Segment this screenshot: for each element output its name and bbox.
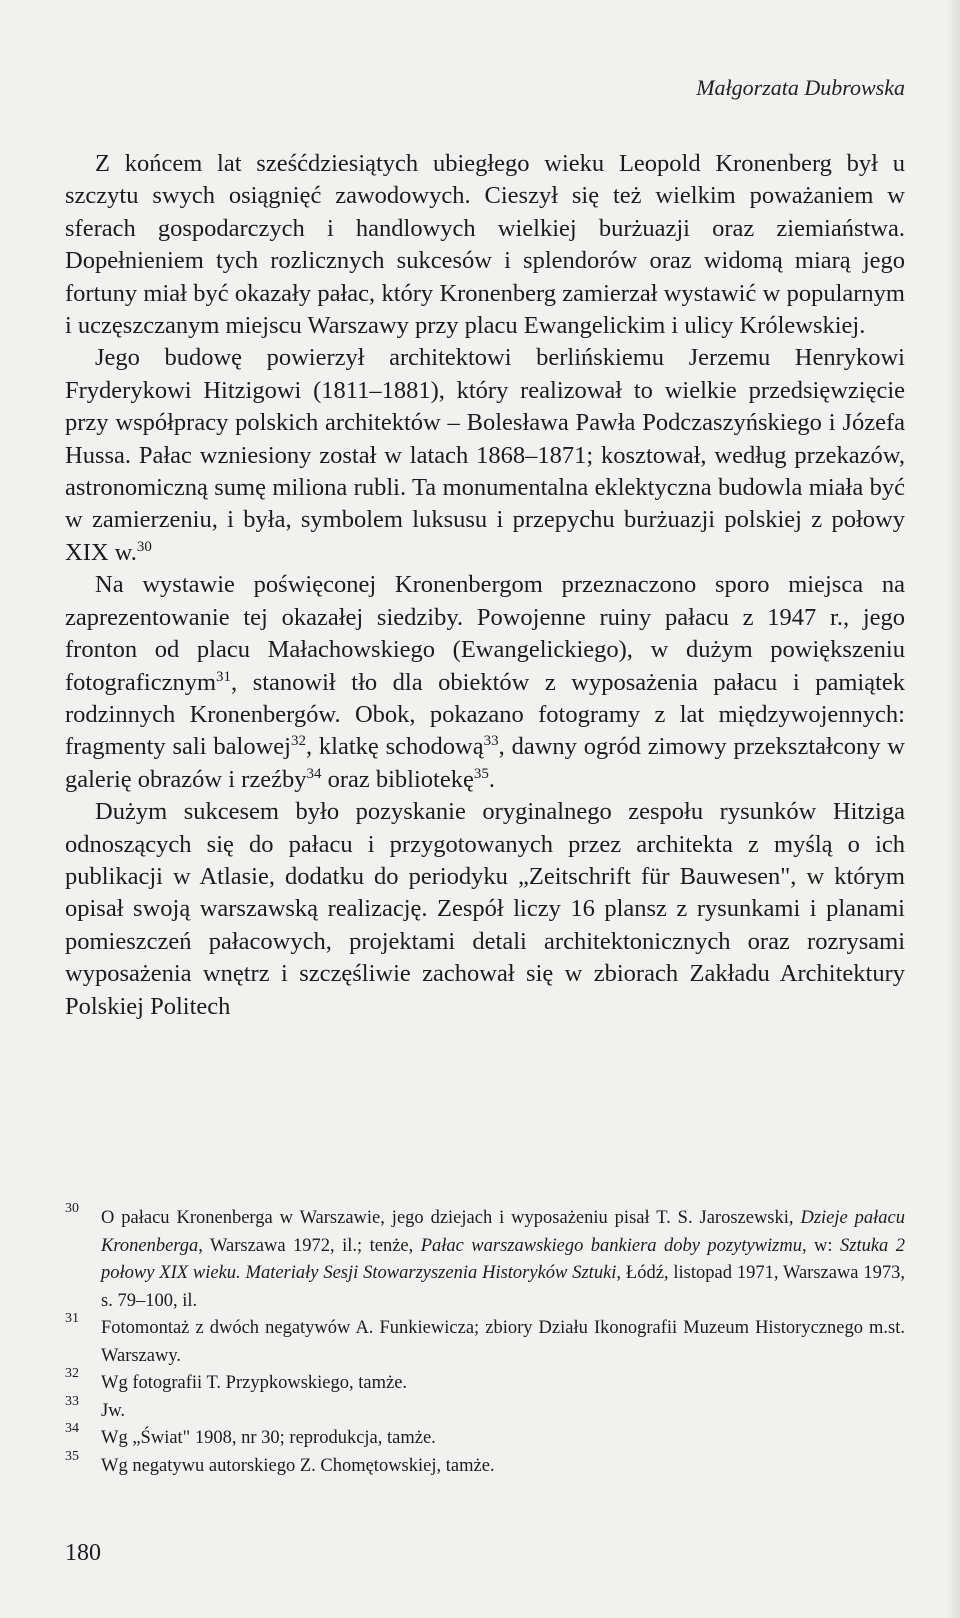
footnote-text	[101, 1428, 436, 1448]
footnote-reference: 33	[483, 733, 499, 750]
footnote-text	[101, 1208, 905, 1311]
paragraph	[65, 342, 905, 569]
footnote-number: 34	[65, 1421, 79, 1436]
italic-title: Pałac warszawskiego bankiera doby pozytywizmu	[420, 1235, 802, 1256]
text-segment: , klatkę schodową	[305, 733, 484, 761]
paragraph	[65, 569, 905, 796]
footnote-text	[101, 1373, 407, 1393]
text-segment: , Łódź, listopad 1971, Warszawa 1973, s. 79–100, il.	[101, 1263, 905, 1311]
text-segment: Z końcem lat sześćdziesiątych ubiegłego wieku Leopold Kronenberg był u szczytu swych osiągnięć zawodowych. Cieszył się też wielkim poważaniem w sferach gospodarczych i handlowych wielkiej burżuazji oraz ziemiaństwa. Dopełnieniem tych rozlicznych sukcesów i splendorów oraz widomą miarą jego fortuny miał być okazały pałac, który Kronenberg zamierzał wystawić w popularnym i uczęszczanym miejscu Warszawy przy placu Ewangelickim i ulicy Królewskiej.	[65, 150, 905, 340]
text-segment: Fotomontaż z dwóch negatywów A. Funkiewicza; zbiory Działu Ikonografii Muzeum Historycznego m.st. Warszawy.	[101, 1318, 905, 1366]
text-segment: Wg „Świat" 1908, nr 30; reprodukcja, tamże.	[101, 1428, 436, 1448]
text-segment: , w:	[801, 1235, 840, 1256]
footnote-reference: 35	[473, 765, 489, 782]
footnote-text	[101, 1318, 905, 1366]
text-segment: Jw.	[101, 1400, 125, 1421]
footnote-reference: 34	[306, 765, 322, 782]
paragraph	[65, 796, 905, 1023]
running-header-author: Małgorzata Dubrowska	[696, 75, 905, 100]
footnote-number: 33	[65, 1393, 79, 1409]
footnote-number: 32	[65, 1366, 79, 1381]
footnote-text	[101, 1401, 125, 1421]
footnote	[65, 1311, 905, 1370]
paragraph	[65, 148, 905, 342]
footnote	[65, 1421, 905, 1453]
text-segment: , dawny ogród zimowy przekształcony w galerię obrazów i rzeźby	[65, 733, 905, 793]
footnote	[65, 1366, 905, 1398]
text-segment: Wg fotografii T. Przypkowskiego, tamże.	[101, 1373, 408, 1393]
footnote-text	[101, 1456, 495, 1476]
footnote-reference: 30	[136, 538, 152, 555]
footnote-number: 35	[65, 1448, 79, 1464]
page-number: 180	[65, 1540, 101, 1566]
footnote	[65, 1448, 905, 1481]
text-segment: Dużym sukcesem było pozyskanie oryginalnego zespołu rysunków Hitziga odnoszących się do pałacu i przygotowanych przez architekta z myślą o ich publikacji w Atlasie, dodatku do periodyku „Zeitschrift für Bauwesen", w którym opisał swoją warszawską realizację. Zespół liczy 16 plansz z rysunkami i planami pomieszczeń pałacowych, projektami detali architektonicznych oraz rozrysami wyposażenia wnętrz i szczęśliwie zachował się w zbiorach Zakładu Architektury Polskiej Politech	[65, 798, 905, 1020]
text-segment: , Warszawa 1972, il.; tenże,	[198, 1235, 421, 1256]
italic-title: Dzieje pałacu Kronenberga	[101, 1208, 905, 1256]
text-segment: Na wystawie poświęconej Kronenbergom przeznaczono sporo miejsca na zaprezentowanie tej okazałej siedziby. Powojenne ruiny pałacu z 1947 r., jego fronton od placu Małachowskiego (Ewangelickiego), w dużym powiększeniu fotograficznym	[65, 571, 905, 696]
text-segment: , stanowił tło dla obiektów z wyposażenia pałacu i pamiątek rodzinnych Kronenbergów. Obok, pokazano fotogramy z lat międzywojennych: fragmenty sali balowej	[65, 668, 905, 761]
text-segment: oraz bibliotekę	[321, 765, 474, 793]
text-segment: .	[488, 765, 495, 793]
footnote-number: 31	[65, 1311, 79, 1326]
text-segment: Jego budowę powierzył architektowi berlińskiemu Jerzemu Henrykowi Fryderykowi Hitzigowi (1811–1881), który realizował to wielkie przedsięwzięcie przy współpracy polskich architektów – Bolesława Pawła Podczaszyńskiego i Józefa Hussa. Pałac wzniesiony został w latach 1868–1871; kosztował, według przekazów, astronomiczną sumę miliona rubli. Ta monumentalna eklektyczna budowla miała być w zamierzeniu, i była, symbolem luksusu i przepychu burżuazji polskiej z połowy XIX w.	[65, 344, 905, 566]
footnote-reference: 32	[290, 733, 306, 750]
footnote-reference: 31	[216, 668, 232, 685]
italic-title: Sztuka 2 połowy XIX wieku. Materiały Sesji Stowarzyszenia Historyków Sztuki	[101, 1235, 905, 1283]
text-segment: O pałacu Kronenberga w Warszawie, jego dziejach i wyposażeniu pisał T. S. Jaroszewski,	[101, 1208, 801, 1228]
main-text	[65, 148, 905, 1023]
footnotes	[65, 1201, 905, 1480]
footnote-number: 30	[65, 1201, 79, 1216]
text-segment: Wg negatywu autorskiego Z. Chomętowskiej, tamże.	[101, 1455, 495, 1476]
footnote	[65, 1201, 905, 1315]
footnote	[65, 1393, 905, 1426]
